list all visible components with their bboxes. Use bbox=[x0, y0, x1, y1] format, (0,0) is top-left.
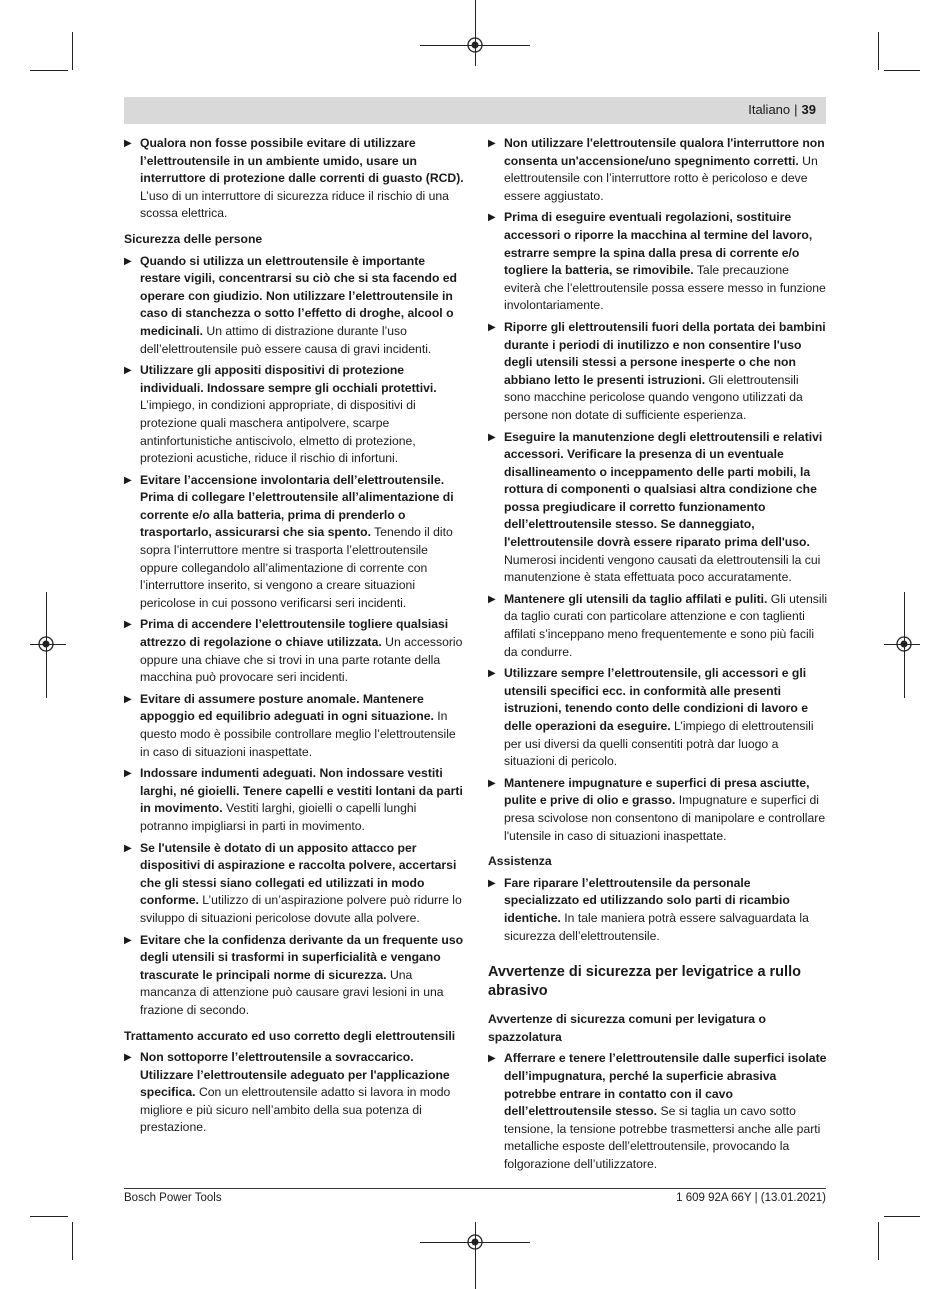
crop-mark bbox=[30, 70, 68, 71]
crop-mark bbox=[72, 1222, 73, 1260]
list-item bbox=[488, 665, 828, 771]
instruction-bold: Eseguire la manutenzione degli elettroutensili e relativi accessori. Verificare la presenza di un eventuale disallineamento o inceppamento delle parti mobili, la rottura di componenti o qualsiasi altra condizione che possa pregiudicare il corretto funzionamento dell’elettroutensile stesso. Se danneggiato, l'elettroutensile dovrà essere riparato prima dell'uso. bbox=[504, 429, 823, 550]
instruction-text: Un elettroutensile con l’interruttore rotto è pericoloso e deve essere aggiustato. bbox=[504, 153, 818, 203]
bullet-arrow-icon: ▶ bbox=[488, 877, 496, 889]
section-heading: Trattamento accurato ed uso corretto degli elettroutensili bbox=[124, 1028, 456, 1043]
bullet-arrow-icon: ▶ bbox=[488, 431, 496, 443]
instruction-bold: Fare riparare l’elettroutensile da personale specializzato ed utilizzando solo parti di ricambio identiche. bbox=[504, 875, 790, 925]
bullet-arrow-icon: ▶ bbox=[124, 138, 132, 149]
list-item bbox=[124, 616, 464, 686]
footer-divider bbox=[124, 1188, 826, 1189]
registration-target-icon bbox=[37, 635, 55, 653]
bullet-arrow-icon: ▶ bbox=[124, 842, 132, 854]
footer-brand: Bosch Power Tools bbox=[124, 1192, 222, 1204]
section-heading: Assistenza bbox=[488, 854, 552, 869]
instruction-text: In tale maniera potrà essere salvaguardata la sicurezza dell’elettroutensile. bbox=[504, 910, 809, 943]
list-item bbox=[488, 591, 828, 661]
registration-target-icon bbox=[466, 1233, 484, 1251]
instruction-text: Tale precauzione eviterà che l’elettroutensile possa essere messo in funzione involontariamente. bbox=[504, 263, 826, 313]
list-item bbox=[124, 135, 464, 223]
instruction-text: Con un elettroutensile adatto si lavora in modo migliore e più sicuro nell’ambito della sua potenza di prestazione. bbox=[140, 1085, 451, 1135]
instruction-bold: Evitare di assumere posture anomale. Mantenere appoggio ed equilibrio adeguati in ogni situazione. bbox=[140, 691, 434, 724]
list-item bbox=[124, 932, 464, 1020]
page-number: 39 bbox=[801, 102, 816, 117]
bullet-arrow-icon: ▶ bbox=[124, 1052, 132, 1064]
crop-mark bbox=[72, 32, 73, 70]
bullet-arrow-icon: ▶ bbox=[488, 321, 496, 333]
instruction-text: Gli elettroutensili sono macchine pericolose quando vengono utilizzati da persone non dotate di sufficiente esperienza. bbox=[504, 372, 803, 422]
crop-mark bbox=[884, 1216, 920, 1217]
list-item bbox=[124, 1049, 464, 1137]
bullet-arrow-icon: ▶ bbox=[488, 593, 496, 605]
instruction-bold: Prima di accendere l’elettroutensile togliere qualsiasi attrezzo di regolazione o chiave utilizzata. bbox=[140, 617, 449, 650]
list-item bbox=[124, 253, 464, 359]
bullet-arrow-icon: ▶ bbox=[124, 934, 132, 946]
instruction-text: Impugnature e superfici di presa scivolose non consentono di manipolare e controllare l'utensile in caso di situazioni inaspettate. bbox=[504, 793, 826, 843]
instruction-text: L’utilizzo di un’aspirazione polvere può ridurre lo sviluppo di situazioni pericolose dovute alla polvere. bbox=[140, 893, 462, 925]
instruction-bold: Indossare indumenti adeguati. Non indossare vestiti larghi, né gioielli. Tenere capelli e vestiti lontani da parti in movimento. bbox=[140, 766, 463, 816]
instruction-bold: Non sottoporre l’elettroutensile a sovraccarico. Utilizzare l’elettroutensile adeguato per l'applicazione specifica. bbox=[140, 1050, 450, 1100]
instruction-bold: Non utilizzare l'elettroutensile qualora l'interruttore non consenta un'accensione/uno spegnimento corretti. bbox=[504, 136, 825, 168]
bullet-arrow-icon: ▶ bbox=[124, 474, 132, 486]
list-item bbox=[488, 319, 828, 425]
instruction-text: Numerosi incidenti vengono causati da elettroutensili la cui manutenzione è stata effettuata poco accuratamente. bbox=[504, 552, 821, 585]
instruction-text: Una mancanza di attenzione può causare gravi lesioni in una frazione di secondo. bbox=[140, 967, 444, 1017]
bullet-arrow-icon: ▶ bbox=[124, 365, 132, 377]
bullet-arrow-icon: ▶ bbox=[488, 212, 496, 224]
instruction-bold: Riporre gli elettroutensili fuori della portata dei bambini durante i periodi di inutilizzo e non consentire l'uso degli utensili stessi a persone inesperte o che non abbiano letto le presenti istruzioni. bbox=[504, 319, 826, 387]
instruction-text: L’uso di un interruttore di sicurezza riduce il rischio di una scossa elettrica. bbox=[140, 188, 449, 221]
registration-target-icon bbox=[466, 36, 484, 54]
instruction-bold: Evitare che la confidenza derivante da un frequente uso degli utensili si trasformi in superficialità e vengano trascurate le principali norme di sicurezza. bbox=[140, 932, 464, 982]
page-header bbox=[124, 97, 826, 124]
instruction-bold: Afferrare e tenere l’elettroutensile dalle superfici isolate dell’impugnatura, perché la superficie abrasiva potrebbe entrare in contatto con il cavo dell’elettroutensile stesso. bbox=[504, 1051, 827, 1119]
list-item bbox=[488, 429, 828, 587]
section-heading: Sicurezza delle persone bbox=[124, 231, 263, 246]
bullet-arrow-icon: ▶ bbox=[124, 768, 132, 780]
list-item bbox=[124, 362, 464, 468]
instruction-bold: Prima di eseguire eventuali regolazioni, sostituire accessori o riporre la macchina al termine del lavoro, estrarre sempre la spina dalla presa di corrente e/o togliere la batteria, se rimovibile. bbox=[504, 210, 813, 278]
bullet-arrow-icon: ▶ bbox=[124, 693, 132, 705]
list-item bbox=[488, 775, 828, 845]
registration-target-icon bbox=[895, 635, 913, 653]
list-item bbox=[124, 691, 464, 761]
language-label: Italiano bbox=[748, 102, 791, 117]
left-column bbox=[124, 135, 464, 1141]
instruction-bold: Utilizzare gli appositi dispositivi di protezione individuali. Indossare sempre gli occhiali protettivi. bbox=[140, 363, 437, 395]
instruction-text: Se si taglia un cavo sotto tensione, la tensione potrebbe trasmettersi anche alle parti metalliche esposte dell’elettroutensile, provocando la folgorazione dell’utilizzatore. bbox=[504, 1104, 821, 1171]
instruction-text: Un attimo di distrazione durante l’uso dell’elettroutensile può essere causa di gravi incidenti. bbox=[140, 323, 432, 356]
crop-mark bbox=[30, 1216, 68, 1217]
chapter-heading: Avvertenze di sicurezza per levigatrice a rullo abrasivo bbox=[488, 964, 801, 1000]
instruction-bold: Qualora non fosse possibile evitare di utilizzare l’elettroutensile in un ambiente umido, usare un interruttore di protezione dalle correnti di guasto (RCD). bbox=[140, 136, 464, 186]
header-separator: | bbox=[794, 102, 798, 117]
instruction-text: Gli utensili da taglio curati con particolare attenzione e con taglienti affilati s’inceppano meno frequentemente e sono più facili da condurre. bbox=[504, 591, 828, 659]
bullet-arrow-icon: ▶ bbox=[124, 619, 132, 631]
bullet-arrow-icon: ▶ bbox=[124, 255, 132, 267]
instruction-text: L’impiego, in condizioni appropriate, di dispositivi di protezione quali maschera antipolvere, scarpe antinfortunistiche antiscivolo, elmetto di protezione, protezioni acustiche, riduce il rischio di infortuni. bbox=[140, 398, 416, 466]
list-item bbox=[488, 1050, 828, 1173]
list-item bbox=[488, 875, 828, 945]
crop-mark bbox=[475, 0, 476, 66]
bullet-arrow-icon: ▶ bbox=[488, 668, 496, 680]
instruction-text: Tenendo il dito sopra l’interruttore mentre si trasporta l’elettroutensile oppure collegandolo all’alimentazione di corrente con l’interruttore inserito, si vengono a creare situazioni pericolose in cui possono verificarsi seri incidenti. bbox=[140, 525, 453, 610]
instruction-bold: Mantenere impugnature e superfici di presa asciutte, pulite e prive di olio e grasso. bbox=[504, 775, 810, 808]
bullet-arrow-icon: ▶ bbox=[488, 777, 496, 789]
instruction-text: Vestiti larghi, gioielli o capelli lunghi potranno impigliarsi in parti in movimento. bbox=[140, 801, 417, 833]
instruction-bold: Quando si utilizza un elettroutensile è importante restare vigili, concentrarsi su ciò che si sta facendo ed operare con giudizio. Non utilizzare l’elettroutensile in caso di stanchezza o sotto l’effetto di droghe, alcool o medicinali. bbox=[140, 253, 457, 338]
bullet-arrow-icon: ▶ bbox=[488, 138, 496, 149]
instruction-bold: Se l'utensile è dotato di un apposito attacco per dispositivi di aspirazione e raccolta polvere, accertarsi che gli stessi siano collegati ed utilizzati in modo conforme. bbox=[140, 840, 457, 908]
section-heading: Avvertenze di sicurezza comuni per levigatura o spazzolatura bbox=[488, 1012, 766, 1044]
page-header-text bbox=[748, 102, 816, 117]
instruction-text: In questo modo è possibile controllare meglio l’elettroutensile in caso di situazioni inaspettate. bbox=[140, 709, 456, 759]
list-item bbox=[124, 472, 464, 613]
instruction-bold: Evitare l’accensione involontaria dell’elettroutensile. Prima di collegare l’elettroutensile all’alimentazione di corrente e/o alla batteria, prima di prenderlo o trasportarlo, assicurarsi che sia spento. bbox=[140, 472, 454, 540]
crop-mark bbox=[878, 1222, 879, 1260]
list-item bbox=[124, 840, 464, 928]
instruction-text: L’impiego di elettroutensili per usi diversi da quelli consentiti potrà dar luogo a situazioni di pericolo. bbox=[504, 719, 814, 769]
instruction-bold: Utilizzare sempre l’elettroutensile, gli accessori e gli utensili specifici ecc. in conformità alle presenti istruzioni, tenendo conto delle condizioni di lavoro e delle operazioni da eseguire. bbox=[504, 666, 809, 733]
crop-mark bbox=[884, 70, 920, 71]
footer-doc-number: 1 609 92A 66Y | (13.01.2021) bbox=[676, 1192, 826, 1204]
bullet-arrow-icon: ▶ bbox=[488, 1053, 496, 1065]
right-column bbox=[488, 135, 828, 1177]
list-item bbox=[124, 765, 464, 835]
list-item bbox=[488, 135, 828, 205]
list-item bbox=[488, 209, 828, 315]
instruction-text: Un accessorio oppure una chiave che si trovi in una parte rotante della macchina può provocare seri incidenti. bbox=[140, 635, 463, 685]
instruction-bold: Mantenere gli utensili da taglio affilati e puliti. bbox=[504, 591, 768, 606]
crop-mark bbox=[878, 32, 879, 70]
